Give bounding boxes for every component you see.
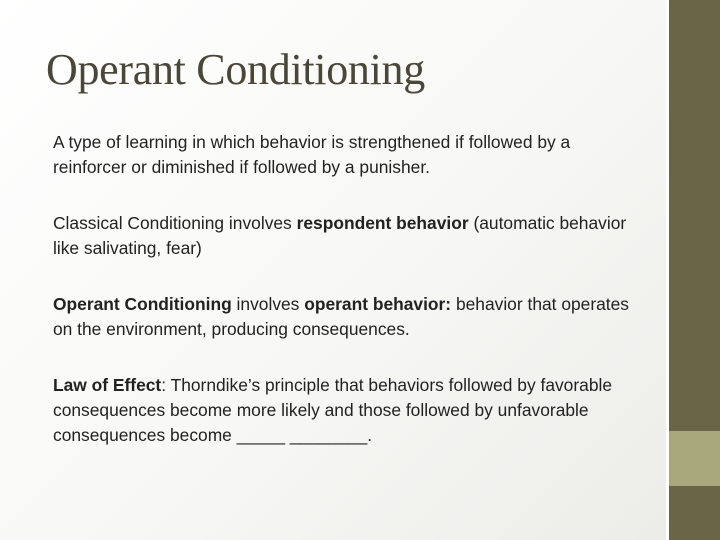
slide-body <box>53 130 643 479</box>
bold-term: operant behavior: <box>304 294 452 314</box>
slide-title: Operant Conditioning <box>46 45 425 94</box>
bold-term: Operant Conditioning <box>53 294 232 314</box>
bold-term: Law of Effect <box>53 375 162 395</box>
bold-term: respondent behavior <box>296 213 469 233</box>
text-run: A type of learning in which behavior is strengthened if followed by a reinforcer or diminished if followed by a punisher. <box>53 132 571 177</box>
text-run: Classical Conditioning involves <box>53 213 297 233</box>
text-run: behavior that operates on the environment, producing consequences. <box>53 294 629 339</box>
body-paragraph <box>53 211 643 261</box>
text-run: involves <box>231 294 305 314</box>
body-paragraph <box>53 292 643 342</box>
body-paragraph <box>53 130 643 180</box>
body-paragraph <box>53 373 643 448</box>
text-run: (automatic behavior like salivating, fear) <box>53 213 627 258</box>
sidebar-accent-block <box>669 431 720 486</box>
text-run: : Thorndike’s principle that behaviors followed by favorable consequences become more likely and those followed by unfavorable consequences become _____ ________. <box>53 375 613 445</box>
